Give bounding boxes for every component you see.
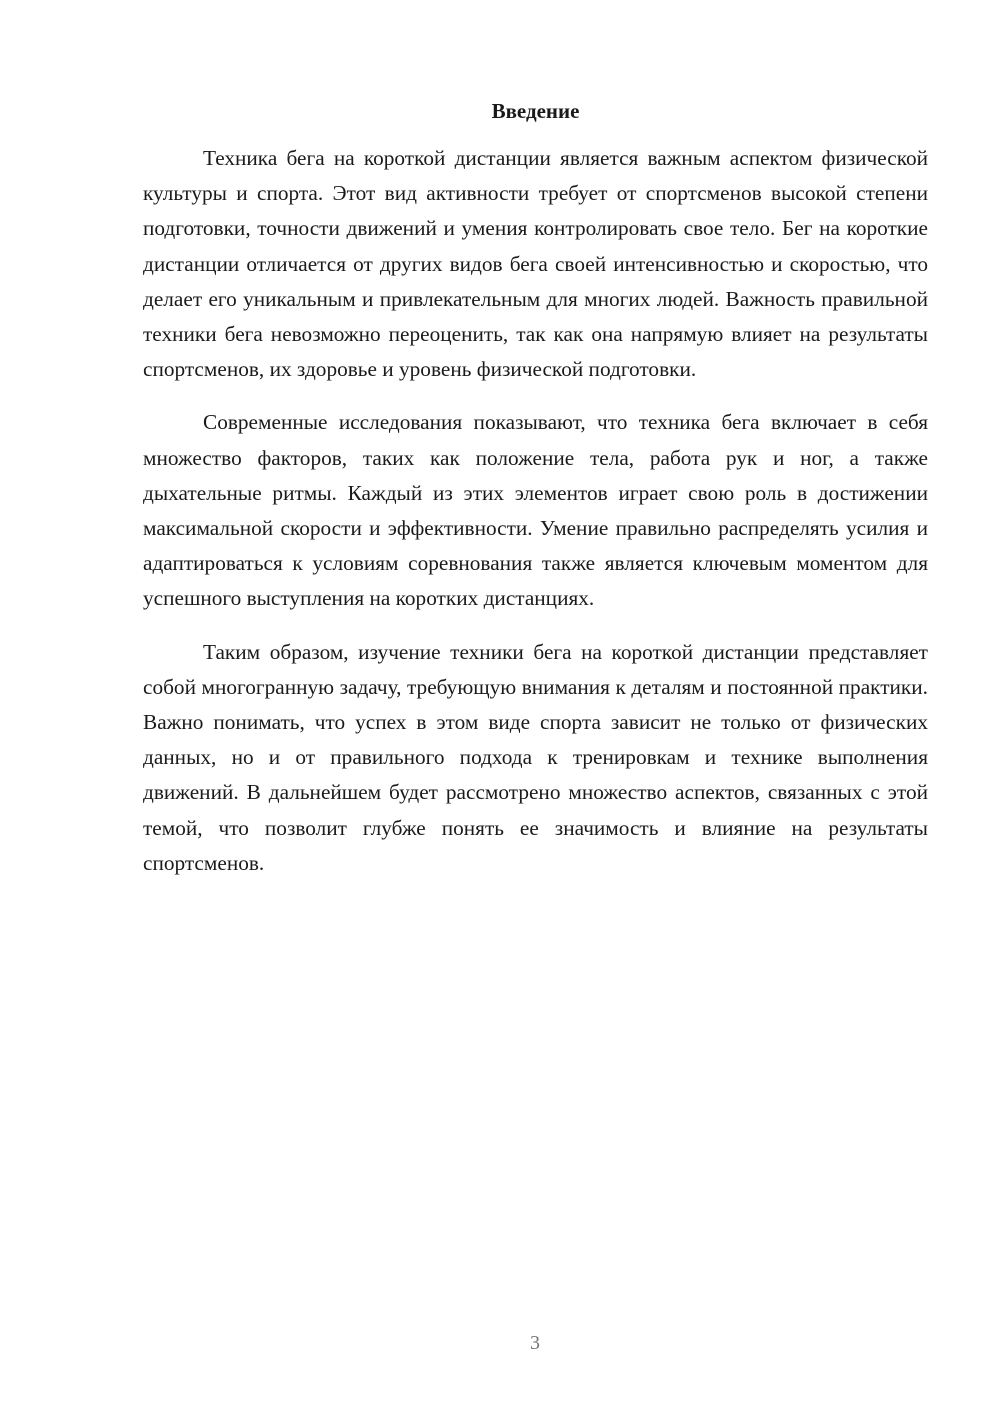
page-number: 3 (530, 1332, 540, 1354)
section-title: Введение (491, 99, 580, 123)
paragraph-1: Техника бега на короткой дистанции является важным аспектом физической культуры и спорта. Этот вид активности требует от спортсменов высокой степени подготовки, точности движений и умения контролировать свое тело. Бег на короткие дистанции отличается от других видов бега своей интенсивностью и скоростью, что делает его уникальным и привлекательным для многих людей. Важность правильной техники бега невозможно переоценить, так как она напрямую влияет на результаты спортсменов, их здоровье и уровень физической подготовки. (143, 146, 928, 382)
paragraph-3: Таким образом, изучение техники бега на короткой дистанции представляет собой многогранную задачу, требующую внимания к деталям и постоянной практики. Важно понимать, что успех в этом виде спорта зависит не только от физических данных, но и от правильного подхода к тренировкам и технике выполнения движений. В дальнейшем будет рассмотрено множество аспектов, связанных с этой темой, что позволит глубже понять ее значимость и влияние на результаты спортсменов. (143, 639, 928, 875)
page-content (143, 95, 928, 899)
paragraph-2: Современные исследования показывают, что техника бега включает в себя множество факторов, таких как положение тела, работа рук и ног, а также дыхательные ритмы. Каждый из этих элементов играет свою роль в достижении максимальной скорости и эффективности. Умение правильно распределять усилия и адаптироваться к условиям соревнования также является ключевым моментом для успешного выступления на коротких дистанциях. (143, 410, 928, 611)
